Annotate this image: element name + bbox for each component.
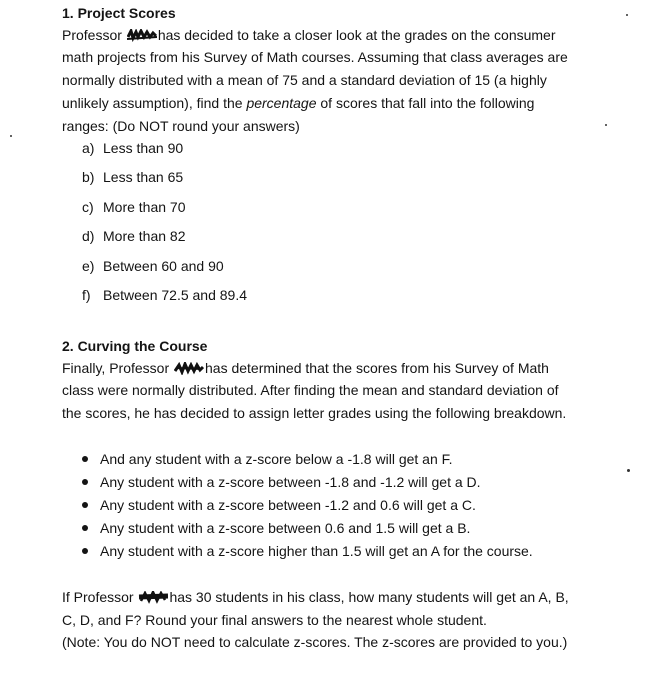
problem-2-heading: 2. Curving the Course (62, 338, 208, 354)
bullet-icon (82, 456, 88, 462)
problem-1-line-3: normally distributed with a mean of 75 and a standard deviation of 15 (a highly (62, 72, 547, 88)
list-item: Any student with a z-score between -1.2 and 0.6 will get a C. (82, 496, 476, 514)
scan-speck (605, 124, 607, 126)
scan-speck (626, 14, 628, 16)
list-item: c) More than 70 (82, 199, 186, 215)
list-item: Any student with a z-score between -1.8 and -1.2 will get a D. (82, 473, 481, 491)
problem-1-heading: 1. Project Scores (62, 5, 176, 21)
scan-speck (627, 469, 630, 472)
problem-2-line-3: the scores, he has decided to assign letter grades using the following breakdown. (62, 405, 567, 421)
list-item: Any student with a z-score higher than 1.5 will get an A for the course. (82, 542, 533, 560)
problem-1-line-5: ranges: (Do NOT round your answers) (62, 118, 300, 134)
bullet-icon (82, 502, 88, 508)
bullet-icon (82, 548, 88, 554)
list-item: a) Less than 90 (82, 140, 184, 156)
list-item: f) Between 72.5 and 89.4 (82, 287, 248, 303)
closing-line-1: If Professor has 30 students in his class, how many students will get an A, B, (62, 589, 569, 605)
problem-1-line-2: math projects from his Survey of Math courses. Assuming that class averages are (62, 49, 568, 65)
list-item: And any student with a z-score below a -1.8 will get an F. (82, 450, 453, 468)
redacted-name-mark (174, 362, 204, 375)
bullet-icon (82, 479, 88, 485)
problem-2-line-2: class were normally distributed. After finding the mean and standard deviation of (62, 382, 559, 398)
list-item: d) More than 82 (82, 228, 186, 244)
problem-2-line-1: Finally, Professor has determined that the scores from his Survey of Math (62, 360, 549, 376)
list-item: b) Less than 65 (82, 169, 184, 185)
redacted-name-mark (127, 29, 157, 42)
problem-1-line-4: unlikely assumption), find the percentage of scores that fall into the following (62, 95, 535, 111)
bullet-icon (82, 525, 88, 531)
list-item: Any student with a z-score between 0.6 and 1.5 will get a B. (82, 519, 470, 537)
closing-line-3: (Note: You do NOT need to calculate z-scores. The z-scores are provided to you.) (62, 634, 568, 650)
closing-line-2: C, D, and F? Round your final answers to the nearest whole student. (62, 612, 487, 628)
scan-speck (10, 135, 12, 137)
redacted-name-mark (138, 591, 168, 604)
list-item: e) Between 60 and 90 (82, 258, 224, 274)
problem-1-line-1: Professor has decided to take a closer look at the grades on the consumer (62, 27, 556, 43)
